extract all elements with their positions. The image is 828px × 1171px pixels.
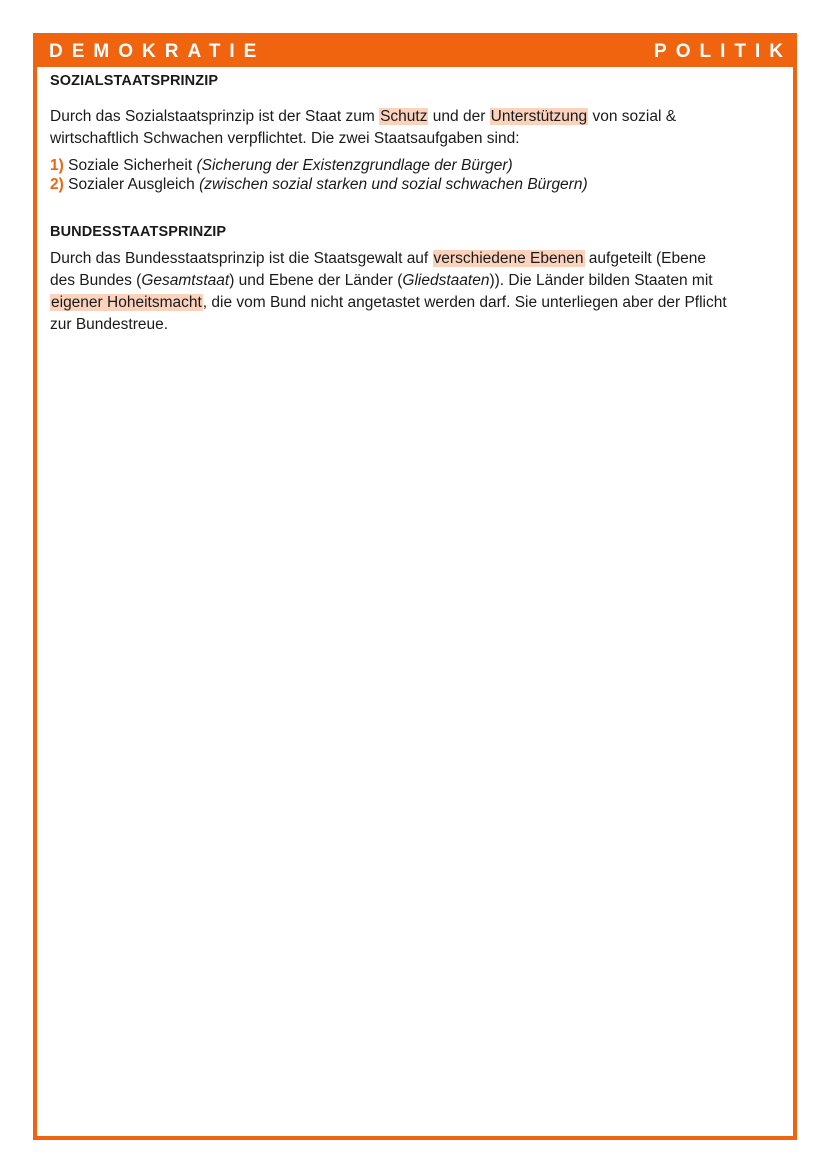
text: Soziale Sicherheit (63, 157, 197, 174)
header-topic: DEMOKRATIE (49, 41, 266, 62)
list-number: 2) (50, 176, 64, 193)
highlight-unterstuetzung: Unterstützung (490, 108, 588, 125)
section-title-bundesstaat: BUNDESSTAATSPRINZIP (50, 224, 227, 240)
list-item (50, 156, 781, 175)
sozialstaat-paragraph (50, 106, 781, 150)
text: )). Die Länder bilden Staaten mit (489, 272, 713, 289)
text: von sozial & (588, 108, 677, 125)
highlight-eigener-hoheitsmacht: eigener Hoheitsmacht (51, 294, 202, 311)
text: , die vom Bund nicht angetastet werden darf. Sie unterliegen aber der Pflicht (202, 294, 727, 311)
text: (zwischen sozial starken und sozial schwachen Bürgern) (199, 176, 588, 193)
text: Sozialer Ausgleich (63, 176, 200, 193)
staatsaufgaben-list (50, 156, 781, 194)
text: aufgeteilt (Ebene (584, 250, 707, 267)
text: Gesamtstaat (141, 272, 230, 289)
text: Gliedstaaten (402, 272, 490, 289)
header-bar (37, 37, 793, 67)
text: Durch das Sozialstaatsprinzip ist der Staat zum (50, 108, 380, 125)
bundesstaat-paragraph (50, 248, 781, 336)
text: zur Bundestreue. (50, 316, 169, 333)
text: wirtschaftlich Schwachen verpflichtet. Die zwei Staatsaufgaben sind: (50, 130, 520, 147)
highlight-verschiedene-ebenen: verschiedene Ebenen (433, 250, 584, 267)
text: Durch das Bundesstaatsprinzip ist die Staatsgewalt auf (50, 250, 433, 267)
highlight-schutz: Schutz (380, 108, 428, 125)
list-item (50, 175, 781, 194)
list-number: 1) (50, 157, 64, 174)
text: und der (428, 108, 490, 125)
content (50, 73, 781, 336)
header-subject: POLITIK (654, 41, 792, 62)
text: ) und Ebene der Länder ( (229, 272, 403, 289)
section-title-sozialstaat: SOZIALSTAATSPRINZIP (50, 73, 219, 89)
page-frame (33, 33, 797, 1140)
text: (Sicherung der Existenzgrundlage der Bürger) (196, 157, 513, 174)
text: des Bundes ( (50, 272, 142, 289)
